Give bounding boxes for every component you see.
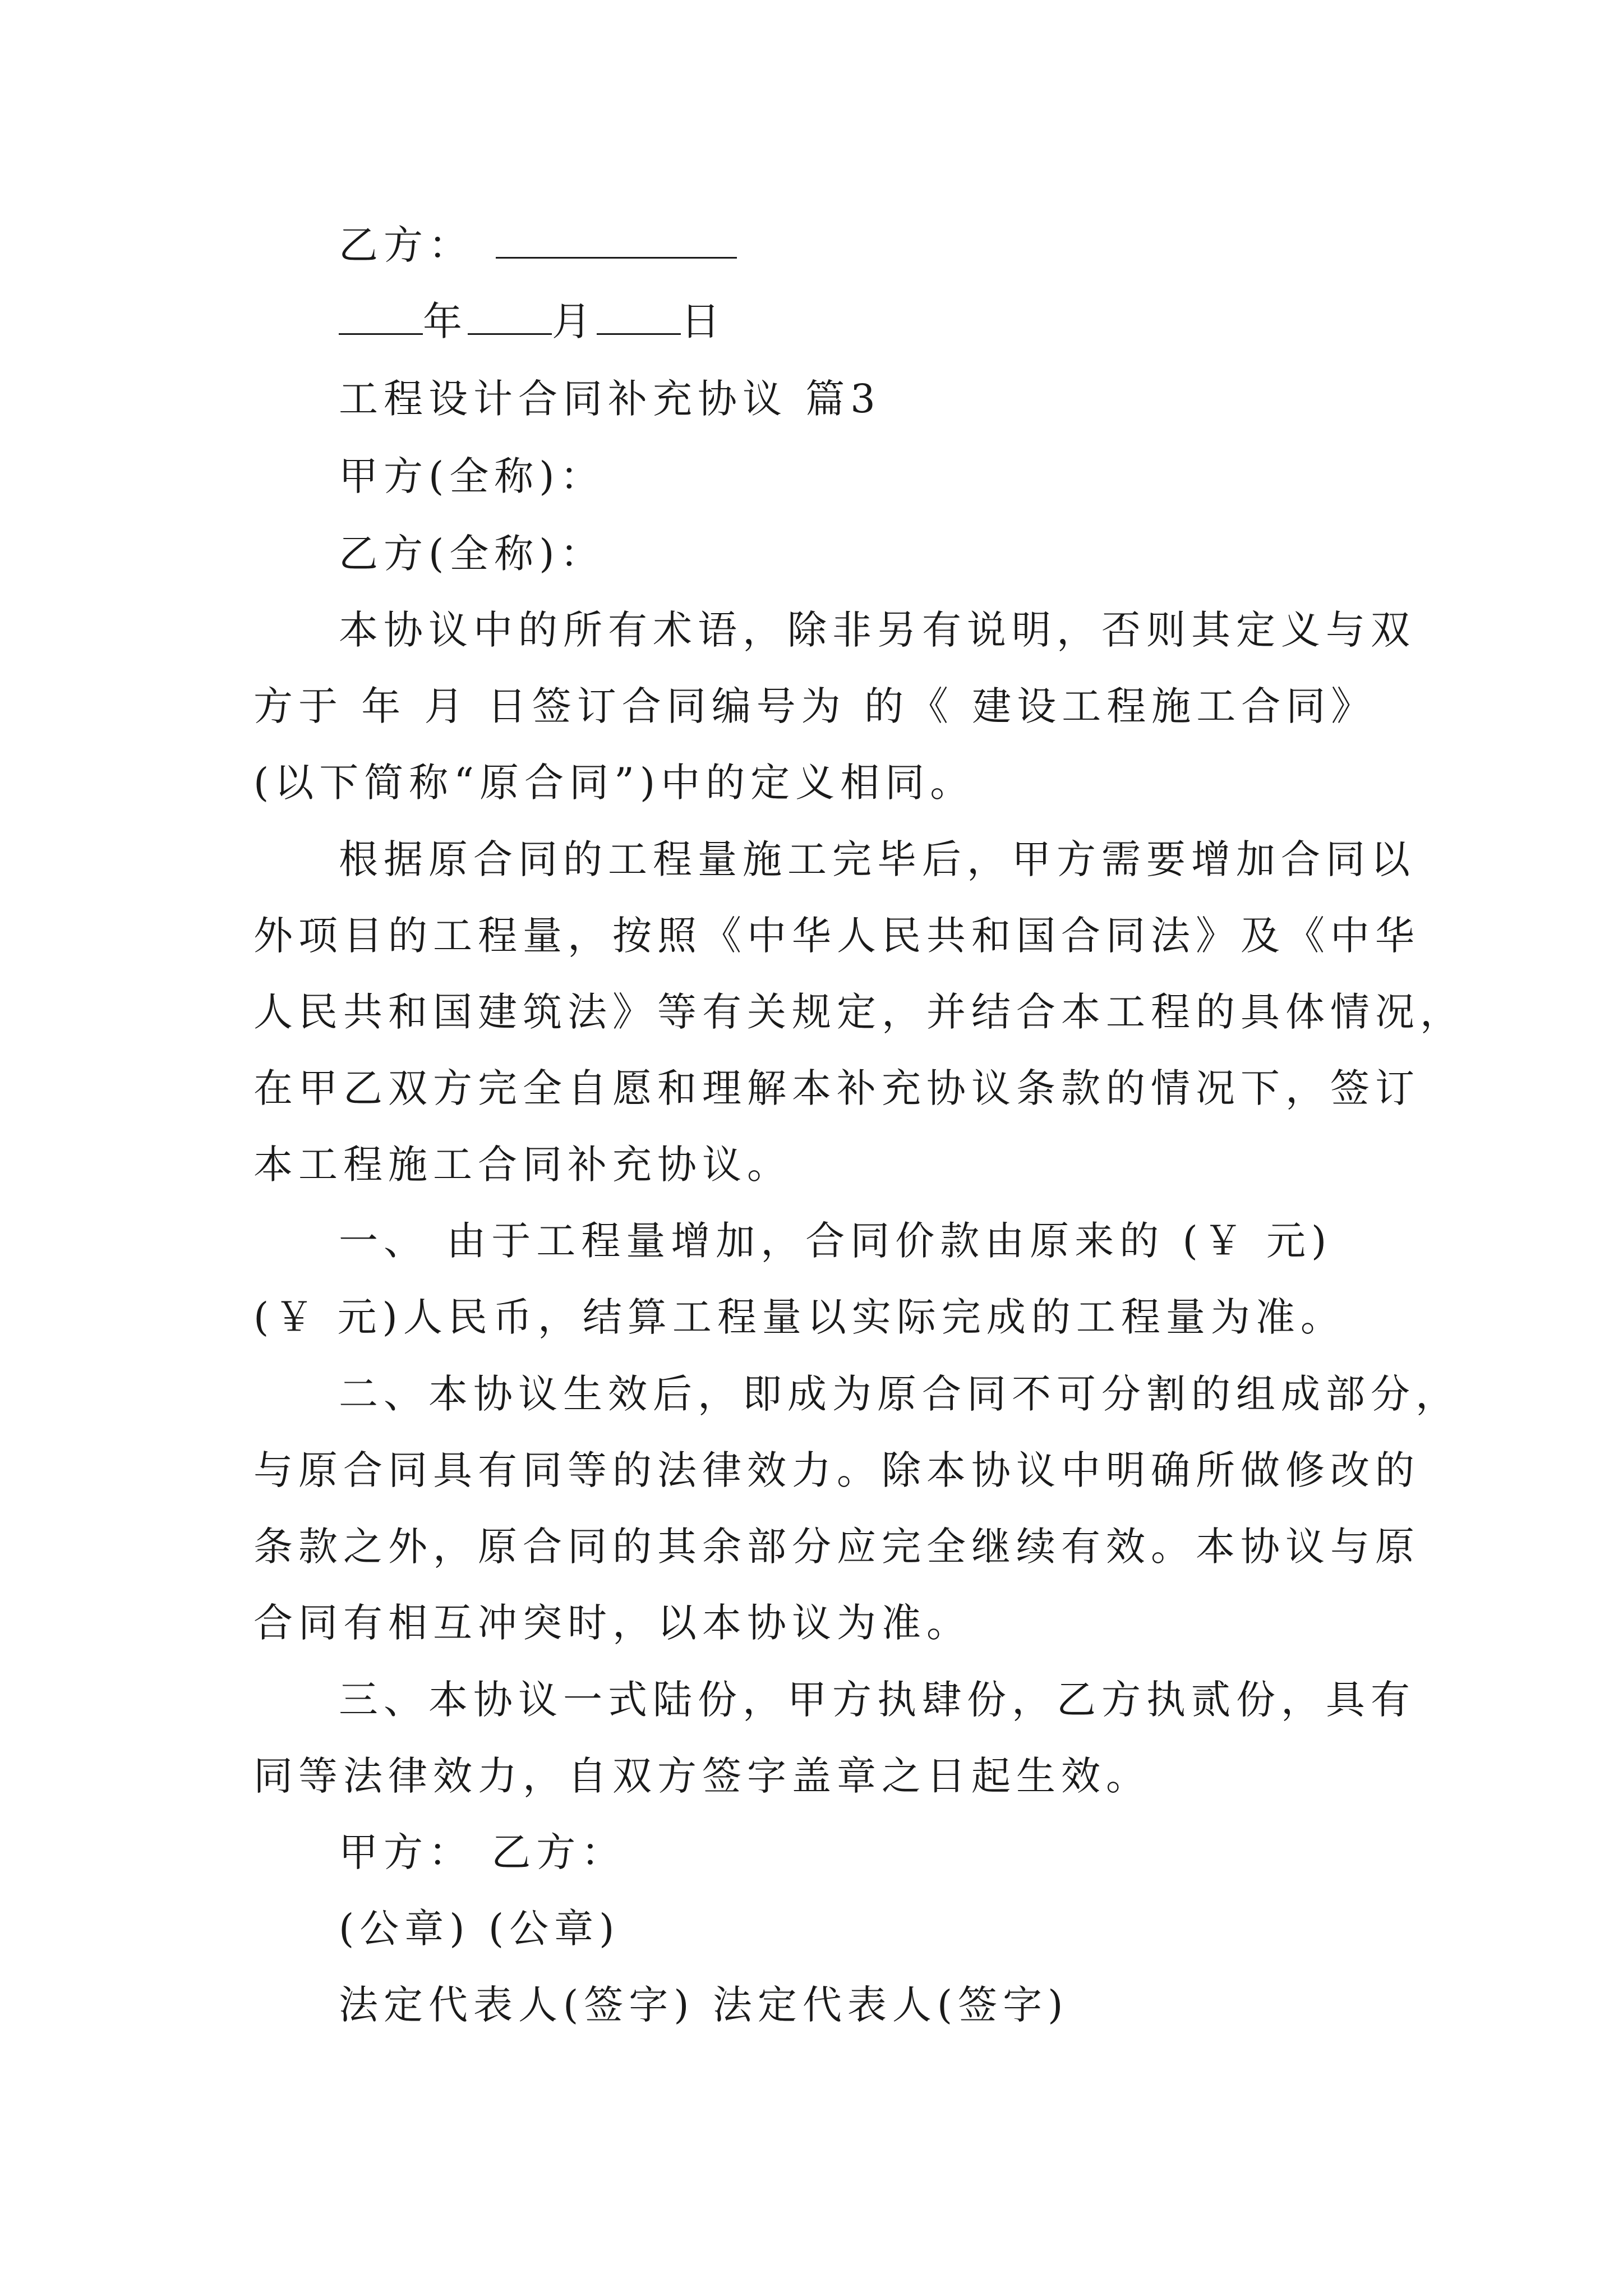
p3-line-2: (￥ 元)人民币，结算工程量以实际完成的工程量为准。 xyxy=(253,1294,1345,1340)
p4-line-4: 合同有相互冲突时，以本协议为准。 xyxy=(253,1600,971,1646)
month-blank xyxy=(468,300,552,335)
p4-line-1: 二、本协议生效后，即成为原合同不可分割的组成部分， xyxy=(339,1371,1460,1417)
p5-line-2: 同等法律效力，自双方签字盖章之日起生效。 xyxy=(253,1753,1151,1799)
date-line xyxy=(339,296,726,347)
signature-seals: (公章) (公章) xyxy=(339,1906,620,1952)
p2-line-4: 在甲乙双方完全自愿和理解本补充协议条款的情况下，签订 xyxy=(253,1065,1420,1111)
p5-line-1: 三、本协议一式陆份，甲方执肆份，乙方执贰份，具有 xyxy=(339,1677,1415,1723)
day-label: 日 xyxy=(681,298,726,344)
p4-line-3: 条款之外，原合同的其余部分应完全继续有效。本协议与原 xyxy=(253,1524,1420,1570)
p3-line-1: 一、 由于工程量增加，合同价款由原来的 (￥ 元) xyxy=(339,1218,1332,1264)
party-b-fullname: 乙方(全称)： xyxy=(339,531,605,577)
day-blank xyxy=(597,300,681,335)
year-label: 年 xyxy=(423,298,468,344)
p2-line-3: 人民共和国建筑法》等有关规定，并结合本工程的具体情况， xyxy=(253,989,1465,1035)
p1-line-1: 本协议中的所有术语，除非另有说明，否则其定义与双 xyxy=(339,607,1415,653)
month-label: 月 xyxy=(552,298,597,344)
p1-line-3: (以下简称“原合同”)中的定义相同。 xyxy=(253,760,975,806)
signature-representatives: 法定代表人(签字) 法定代表人(签字) xyxy=(339,1982,1069,2028)
party-b-blank xyxy=(496,223,737,259)
party-b-signature-line xyxy=(339,220,737,270)
p2-line-5: 本工程施工合同补充协议。 xyxy=(253,1142,792,1188)
signature-parties: 甲方： 乙方： xyxy=(339,1829,626,1875)
p2-line-2: 外项目的工程量，按照《中华人民共和国合同法》及《中华 xyxy=(253,913,1420,959)
p2-line-1: 根据原合同的工程量施工完毕后，甲方需要增加合同以 xyxy=(339,836,1415,882)
section-title: 工程设计合同补充协议 篇3 xyxy=(339,376,881,422)
party-a-fullname: 甲方(全称)： xyxy=(339,453,605,499)
p1-line-2: 方于 年 月 日签订合同编号为 的《 建设工程施工合同》 xyxy=(253,683,1376,729)
party-b-label: 乙方： xyxy=(339,222,473,268)
p4-line-2: 与原合同具有同等的法律效力。除本协议中明确所做修改的 xyxy=(253,1447,1420,1493)
year-blank xyxy=(339,300,423,335)
